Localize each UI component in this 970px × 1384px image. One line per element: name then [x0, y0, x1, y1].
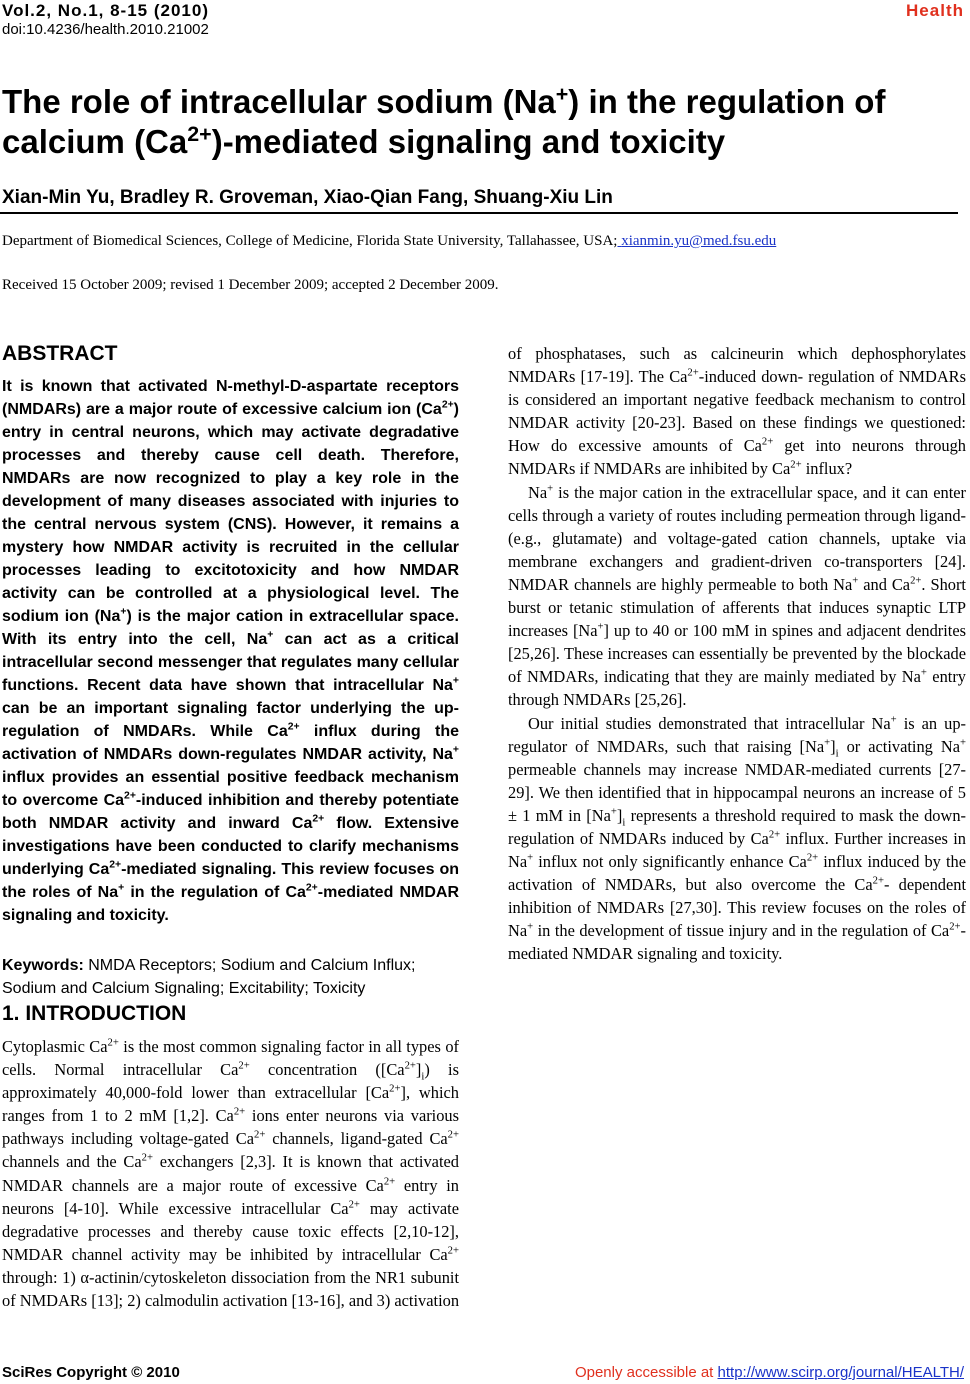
access-note [575, 1364, 964, 1382]
keywords-text: NMDA Receptors; Sodium and Calcium Influx; Sodium and Calcium Signaling; Excitability; Toxicity [2, 957, 416, 997]
copyright: SciRes Copyright © 2010 [2, 1364, 180, 1381]
left-column [2, 340, 459, 1312]
abstract-text: It is known that activated N-methyl-D-aspartate receptors (NMDARs) are a major route of excessive calcium ion $(Ca^{2+})$ entry in central neurons, which may activate degradative processes and thereby cause cell death. Therefore, NMDARs are now recognized to play a key role in the development of many diseases associated with injuries to the central nervous system (CNS). However, it remains a mystery how NMDAR activity is recruited in the cellular processes leading to excitotoxicity and how NMDAR activity can be controlled at a physiological level. The sodium ion (Na+) is the major cation in extracellular space. With its entry into the cell, Na+ can act as a critical intracellular second messenger that regulates many cellular functions. Recent data have shown that intracellular Na+ can be an important signaling factor underlying the up-regulation of NMDARs. While $Ca^{2+}$ influx during the activation of NMDARs down-regulates NMDAR activity, Na+ influx provides an essential positive feedback mechanism to overcome $Ca^{2+}$-induced inhibition and thereby potentiate both NMDAR activity and inward $Ca^{2+}$ flow. Extensive investigations have been conducted to clarify mechanisms underlying $Ca^{2+}$-mediated signaling. This review focuses on the roles of Na+ in the regulation of $Ca^{2+}$-mediated NMDAR signaling and toxicity. [2, 378, 460, 924]
paper-title: The role of intracellular sodium (Na+) in the regulation of calcium $(Ca^{2+})$-mediated signaling and toxicity [2, 82, 886, 160]
keywords-label: Keywords: [2, 957, 84, 974]
title-divider [0, 212, 958, 214]
intro-paragraph-1: Cytoplasmic $Ca^{2+}$ is the most common signaling factor in all types of cells. Normal intracellular $Ca^{2+}$ concentration $([Ca^{2+}]_i)$ is approximately 40,000-fold lower than extracellular $[Ca^{2+}]$, which ranges from 1 to 2 mM [1,2]. $Ca^{2+}$ ions enter neurons via various pathways including voltage-gated $Ca^{2+}$ channels, ligand-gated $Ca^{2+}$ channels and the $Ca^{2+}$ exchangers [2,3]. It is known that activated NMDAR channels are a major route of excessive $Ca^{2+}$ entry in neurons [4-10]. While excessive intracellular $Ca^{2+}$ may activate degradative processes and thereby cause toxic effects [2,10-12], NMDAR channel activity may be inhibited by intracellular $Ca^{2+}$ through: 1) α-actinin/cytoskeleton dissociation from the NR1 subunit of NMDARs [13]; 2) calmodulin activation [13-16], and 3) activation [2, 1037, 460, 1311]
authors: Xian-Min Yu, Bradley R. Groveman, Xiao-Qian Fang, Shuang-Xiu Lin [2, 187, 613, 208]
keywords [2, 954, 459, 1000]
intro-paragraph-2: Na+ is the major cation in the extracellular space, and it can enter cells through a variety of routes including permeation through ligand- (e.g., glutamate) and voltage-gated cation channels, uptake via membrane exchangers and gradient-driven co-transporters [24]. NMDAR channels are highly permeable to both Na+ and $Ca^{2+}$. Short burst or tetanic stimulation of afferents that induces synaptic LTP increases [Na+] up to 40 or 100 mM in spines and adjacent dendrites [25,26]. These increases can essentially be prevented by the blockade of NMDARs, indicating that they are mainly mediated by Na+ entry through NMDARs [25,26]. [508, 482, 966, 710]
journal-citation: Vol.2, No.1, 8-15 (2010) [2, 1, 209, 20]
affiliation [2, 230, 776, 252]
access-text: Openly accessible at [574, 1364, 714, 1381]
email-link[interactable] [617, 233, 776, 249]
journal-url-link[interactable]: http://www.scirp.org/journal/HEALTH/ [717, 1364, 964, 1381]
doi: doi:10.4236/health.2010.21002 [2, 21, 209, 38]
intro-paragraph-3: Our initial studies demonstrated that intracellular Na+ is an up-regulator of NMDARs, such that raising $[Na^+]_i$ or activating Na+ permeable channels may increase NMDAR-mediated currents [27-29]. We then identified that in hippocampal neurons an increase of 5 ± 1 mM in $[Na^+]_i$ represents a threshold required to mask the down- regulation of NMDARs induced by $Ca^{2+}$ influx. Further increases in Na+ influx not only significantly enhance $Ca^{2+}$ influx induced by the activation of NMDARs, but also overcome the $Ca^{2+}-$ dependent inhibition of NMDARs [27,30]. This review focuses on the roles of Na+ in the development of tissue injury and in the regulation of $Ca^{2+}$-mediated NMDAR signaling and toxicity. [508, 713, 967, 964]
intro-heading: 1. INTRODUCTION [2, 1002, 187, 1025]
abstract-heading: ABSTRACT [2, 342, 118, 365]
affiliation-text: Department of Biomedical Sciences, College of Medicine, Florida State University, Tallahassee, USA; [2, 233, 618, 249]
received-dates: Received 15 October 2009; revised 1 December 2009; accepted 2 December 2009. [2, 277, 499, 293]
intro-paragraph-1-continued: of phosphatases, such as calcineurin which dephosphorylates NMDARs [17-19]. The $Ca^{2+}$-induced down- regulation of NMDARs is considered an important negative feedback mechanism to control NMDAR activity [20-23]. Based on these findings we questioned: How do excessive amounts of $Ca^{2+}$ get into neurons through NMDARs if NMDARs are inhibited by $Ca^{2+}$ influx? [508, 344, 967, 479]
right-column [508, 342, 966, 966]
email-text: xianmin.yu@med.fsu.edu [621, 233, 777, 249]
journal-name: Health [906, 1, 964, 20]
